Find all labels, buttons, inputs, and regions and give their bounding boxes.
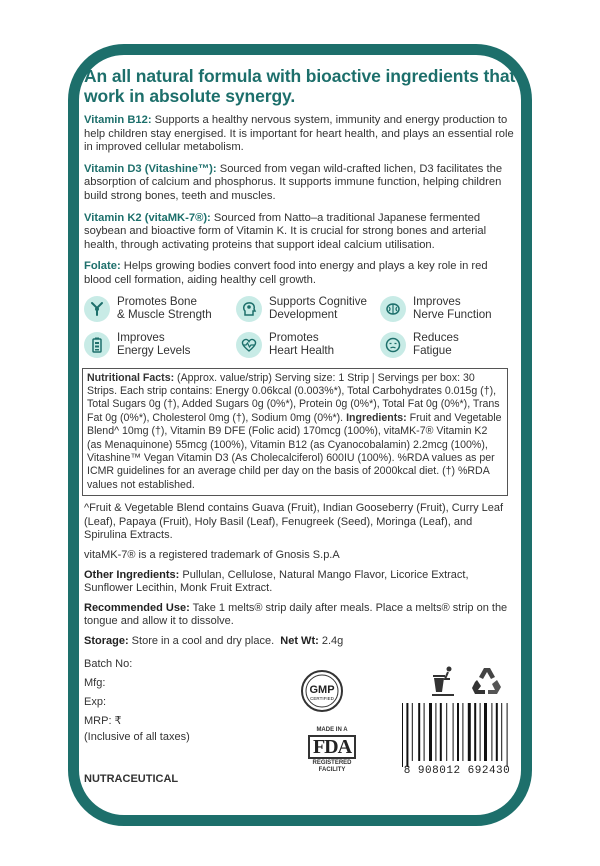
other-ingredients-heading: Other Ingredients:: [84, 568, 180, 581]
benefit-line: Energy Levels: [117, 343, 191, 357]
barcode-bar: [453, 703, 454, 761]
benefit-line: Reduces: [413, 330, 459, 344]
barcode-bar: [468, 703, 471, 761]
ingredients-heading: Ingredients:: [346, 411, 407, 424]
ingredient-text: Helps growing bodies convert food into energy and plays a key role in red blood cell formation, aiding healthy cell growth.: [84, 260, 488, 286]
label-footer: [84, 655, 516, 795]
benefit-line: & Muscle Strength: [117, 307, 212, 321]
benefit-line: Development: [269, 307, 338, 321]
benefit-heart: [236, 332, 380, 358]
barcode-bar: [496, 703, 498, 761]
storage-heading: Storage:: [84, 634, 129, 647]
gmp-text: GMP: [309, 683, 335, 696]
battery-icon: [84, 332, 110, 358]
barcode-bar: [457, 703, 459, 761]
barcode-bar: [501, 703, 502, 761]
mfg-field: Mfg:: [84, 676, 106, 689]
bone-joint-icon: [84, 296, 110, 322]
benefit-line: Fatigue: [413, 343, 452, 357]
storage-text: Store in a cool and dry place.: [128, 634, 275, 647]
headline: An all natural formula with bioactive ingredients that work in absolute synergy.: [84, 66, 516, 106]
barcode-bar: [402, 703, 403, 767]
ingredients-text: Fruit and Vegetable Blend^ 10mg (†), Vitamin B9 DFE (Folic acid) 170mcg (100%), vitaMK-7® Vitamin K2 (as Menaquinone) 55mcg (100%), Vitamin B12 (as Cyanocobalamin) 2.2mcg (100%), Vitashine™ Vegan Vitamin D3 (As Cholecalciferol) 600IU (100%). %RDA values as per ICMR guidelines for an average child per day on the basis of 2000kcal diet. (†) %RDA values not established.: [87, 411, 502, 491]
label-content: [84, 66, 516, 795]
fda-bottom-text-2: FACILITY: [318, 766, 346, 773]
ingredient-vitamin-b12: [84, 114, 516, 155]
barcode-bar: [474, 703, 476, 761]
brain-icon: [380, 296, 406, 322]
barcode-bar: [440, 703, 442, 761]
ingredient-name: Vitamin K2 (vitaMK-7®):: [84, 211, 211, 224]
barcode-bar: [507, 703, 508, 767]
fda-registered-badge: [304, 727, 360, 774]
nutrition-heading: Nutritional Facts:: [87, 371, 175, 384]
benefit-nerve: [380, 296, 516, 322]
barcode-number: 8 908012 692430: [403, 764, 511, 777]
benefit-cognitive: [236, 296, 380, 322]
barcode-bar: [435, 703, 436, 761]
benefit-line: Promotes Bone: [117, 294, 197, 308]
benefit-line: Supports Cognitive: [269, 294, 367, 308]
gmp-certified-text: CERTIFIED: [310, 695, 334, 701]
benefit-line: Nerve Function: [413, 307, 492, 321]
other-ingredients: [84, 569, 516, 596]
barcode-bar: [462, 703, 463, 761]
benefit-line: Promotes: [269, 330, 319, 344]
barcode-bar: [484, 703, 487, 761]
storage: [84, 635, 516, 649]
barcode-bar: [412, 703, 413, 761]
dispose-bin-icon: [430, 665, 456, 697]
trademark-note: vitaMK-7® is a registered trademark of Gnosis S.p.A: [84, 548, 340, 561]
barcode-bar: [429, 703, 432, 761]
ingredient-vitamin-k2: [84, 212, 516, 253]
fda-top-text: MADE IN A: [316, 726, 348, 733]
batch-fields: [84, 655, 190, 746]
barcode-bar: [491, 703, 492, 761]
nutrition-text: (Approx. value/strip) Serving size: 1 Strip | Servings per box: 30 Strips. Each strip contains: Energy 0.06kcal (0.003%*), Total Carbohydrates 0.015g (†), Total Sugars 0g (†), Added Sugars 0g (0%*), Protein 0g (0%*), Total Fat 0g (0%*), Trans Fat 0g (0%*), Cholesterol 0mg (†), Sodium 0mg (0%*).: [87, 371, 500, 424]
exp-field: Exp:: [84, 695, 107, 708]
batch-field: Batch No:: [84, 657, 133, 670]
barcode-bar: [418, 703, 420, 761]
net-weight-value: 2.4g: [318, 634, 344, 647]
ingredient-text: Supports a healthy nervous system, immunity and energy production to help children stay energised. It is important for heart health, and plays an essential role in improved cellular metabolism.: [84, 114, 514, 154]
ingredient-text: Sourced from vegan wild-crafted lichen, D3 facilitates the absorption of calcium and phosphorus. It supports immune function, helping children build strong bones, teeth and muscles.: [84, 162, 503, 202]
barcode-bar: [446, 703, 447, 761]
head-brain-icon: [236, 296, 262, 322]
ingredient-name: Vitamin D3 (Vitashine™):: [84, 162, 217, 175]
benefit-bone: [84, 296, 236, 322]
recommended-use-text: Take 1 melts® strip daily after meals. Place a melts® strip on the tongue and allow it to dissolve.: [84, 601, 508, 628]
benefits-grid: [84, 296, 516, 358]
ingredient-vitamin-d3: [84, 163, 516, 204]
recommended-use-heading: Recommended Use:: [84, 601, 190, 614]
heartbeat-icon: [236, 332, 262, 358]
benefit-line: Improves: [413, 294, 461, 308]
barcode-bar: [480, 703, 481, 761]
ingredient-text: Sourced from Natto–a traditional Japanese fermented soybean and bioactive form of Vitamin K. It is crucial for strong bones and arterial health, through activating proteins that support ideal calcium utilisation.: [84, 211, 487, 251]
blend-note: ^Fruit & Vegetable Blend contains Guava (Fruit), Indian Gooseberry (Fruit), Curry Leaf (Leaf), Papaya (Fruit), Holy Basil (Leaf), Fenugreek (Seed), Moringa (Leaf), and Spirulina Extracts.: [84, 502, 504, 542]
ingredient-name: Vitamin B12:: [84, 114, 152, 126]
recommended-use: [84, 602, 516, 629]
mrp-field: MRP: ₹: [84, 714, 122, 727]
ingredient-folate: [84, 260, 516, 287]
nutrition-facts-box: [82, 368, 508, 497]
benefit-line: Improves: [117, 330, 165, 344]
benefit-energy: [84, 332, 236, 358]
benefit-fatigue: [380, 332, 516, 358]
barcode-bar: [424, 703, 425, 761]
other-ingredients-text: Pullulan, Cellulose, Natural Mango Flavor, Licorice Extract, Sunflower Lecithin, Monk Fruit Extract.: [84, 568, 469, 595]
net-weight-heading: Net Wt:: [280, 634, 319, 647]
category-label: NUTRACEUTICAL: [84, 772, 179, 785]
taxes-note: (Inclusive of all taxes): [84, 730, 190, 743]
recycle-icon: [470, 665, 504, 697]
tired-face-icon: [380, 332, 406, 358]
gmp-certified-icon: [300, 669, 344, 713]
fda-bottom-text: REGISTERED: [312, 759, 352, 766]
ingredient-name: Folate:: [84, 260, 121, 273]
benefit-line: Heart Health: [269, 343, 335, 357]
barcode-bar: [406, 703, 408, 767]
barcode: [400, 703, 514, 767]
fda-logo: FDA: [308, 735, 356, 759]
